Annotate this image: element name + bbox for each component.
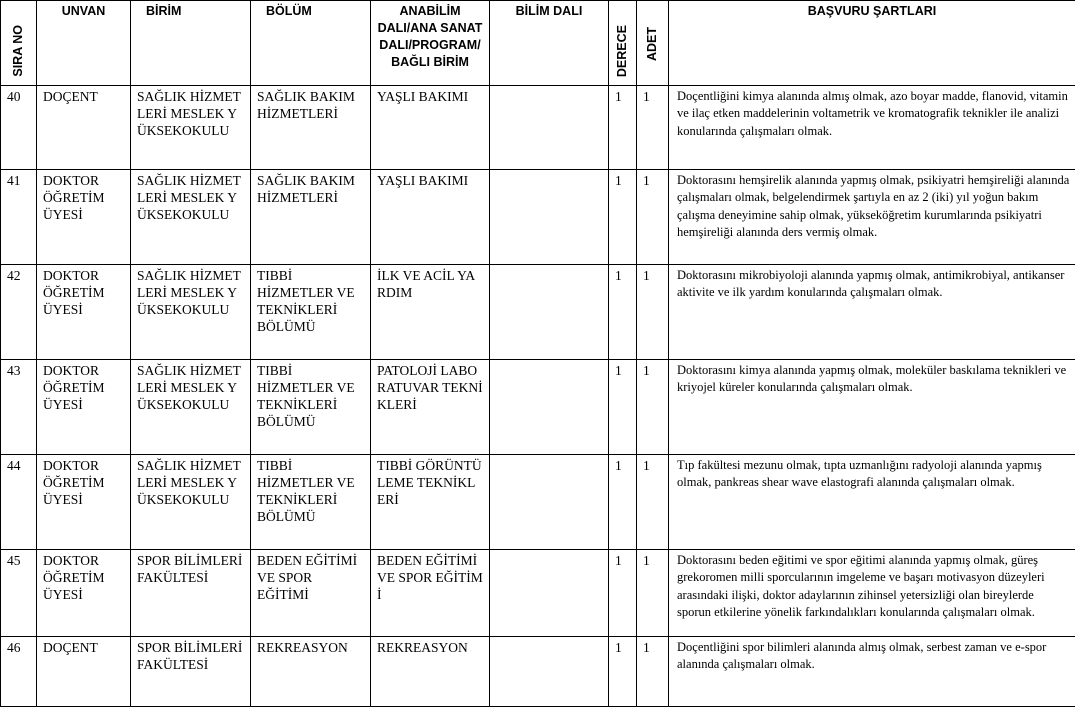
cell-bolum: TIBBİ HİZMETLER VE TEKNİKLERİ BÖLÜMÜ bbox=[251, 455, 371, 550]
header-sira-no: SIRA NO bbox=[1, 1, 37, 86]
cell-bilim-dali bbox=[490, 265, 609, 360]
cell-bolum: REKREASYON bbox=[251, 637, 371, 707]
cell-no: 44 bbox=[1, 455, 37, 550]
cell-bolum: SAĞLIK BAKIM HİZMETLERİ bbox=[251, 170, 371, 265]
cell-derece: 1 bbox=[609, 360, 637, 455]
cell-no: 45 bbox=[1, 550, 37, 637]
cell-adet: 1 bbox=[637, 455, 669, 550]
header-bolum: BÖLÜM bbox=[251, 1, 371, 86]
cell-adet: 1 bbox=[637, 170, 669, 265]
cell-unvan: DOKTOR ÖĞRETİM ÜYESİ bbox=[37, 265, 131, 360]
header-basvuru-sartlari: BAŞVURU ŞARTLARI bbox=[669, 1, 1075, 86]
cell-anabilim: REKREASYON bbox=[371, 637, 490, 707]
cell-basvuru-sartlari: Doçentliğini kimya alanında almış olmak, azo boyar madde, flanovid, vitamin ve ilaç etken maddelerinin voltametrik ve kromatografik teknikler ile analizi konularında çalışmaları olmak. bbox=[669, 86, 1075, 170]
cell-basvuru-sartlari: Doktorasını kimya alanında yapmış olmak, moleküler baskılama teknikleri ve kriyojel küreler konularında çalışmaları olmak. bbox=[669, 360, 1075, 455]
cell-unvan: DOÇENT bbox=[37, 86, 131, 170]
cell-birim: SPOR BİLİMLERİ FAKÜLTESİ bbox=[131, 550, 251, 637]
cell-no: 42 bbox=[1, 265, 37, 360]
cell-birim: SAĞLIK HİZMETLERİ MESLEK YÜKSEKOKULU bbox=[131, 360, 251, 455]
cell-derece: 1 bbox=[609, 170, 637, 265]
cell-basvuru-sartlari: Doktorasını beden eğitimi ve spor eğitimi alanında yapmış olmak, güreş grekoromen milli sporcularının imgeleme ve başarı motivasyon düzeyleri arasındaki ilişki, doktor adaylarının zihinsel yetersizliği olan bireylerde sporun etkilerine yönelik farkındalıkları konularında çalışmaları olmak. bbox=[669, 550, 1075, 637]
cell-anabilim: YAŞLI BAKIMI bbox=[371, 86, 490, 170]
cell-no: 46 bbox=[1, 637, 37, 707]
cell-bolum: BEDEN EĞİTİMİ VE SPOR EĞİTİMİ bbox=[251, 550, 371, 637]
cell-unvan: DOKTOR ÖĞRETİM ÜYESİ bbox=[37, 455, 131, 550]
cell-adet: 1 bbox=[637, 265, 669, 360]
header-adet: ADET bbox=[637, 1, 669, 86]
cell-adet: 1 bbox=[637, 637, 669, 707]
cell-anabilim: İLK VE ACİL YARDIM bbox=[371, 265, 490, 360]
cell-unvan: DOKTOR ÖĞRETİM ÜYESİ bbox=[37, 550, 131, 637]
cell-basvuru-sartlari: Doktorasını hemşirelik alanında yapmış olmak, psikiyatri hemşireliği alanında çalışmaları olmak, belgelendirmek şartıyla en az 2 (iki) yıl yoğun bakım çalışma deneyimine sahip olmak, yükseköğretim kurumlarında psikiyatri hemşireliği alanında ders vermiş olmak. bbox=[669, 170, 1075, 265]
cell-birim: SAĞLIK HİZMETLERİ MESLEK YÜKSEKOKULU bbox=[131, 86, 251, 170]
header-bilim-dali: BİLİM DALI bbox=[490, 1, 609, 86]
cell-anabilim: YAŞLI BAKIMI bbox=[371, 170, 490, 265]
cell-anabilim: PATOLOJİ LABORATUVAR TEKNİKLERİ bbox=[371, 360, 490, 455]
cell-no: 43 bbox=[1, 360, 37, 455]
cell-bolum: SAĞLIK BAKIM HİZMETLERİ bbox=[251, 86, 371, 170]
cell-derece: 1 bbox=[609, 550, 637, 637]
header-unvan: UNVAN bbox=[37, 1, 131, 86]
cell-basvuru-sartlari: Tıp fakültesi mezunu olmak, tıpta uzmanlığını radyoloji alanında yapmış olmak, pankreas shear wave elastografi alanında çalışmaları olmak. bbox=[669, 455, 1075, 550]
header-row bbox=[1, 1, 1075, 86]
header-anabilim: ANABİLİM DALI/ANA SANAT DALI/PROGRAM/ BAĞLI BİRİM bbox=[371, 1, 490, 86]
cell-birim: SAĞLIK HİZMETLERİ MESLEK YÜKSEKOKULU bbox=[131, 455, 251, 550]
cell-birim: SAĞLIK HİZMETLERİ MESLEK YÜKSEKOKULU bbox=[131, 265, 251, 360]
cell-unvan: DOKTOR ÖĞRETİM ÜYESİ bbox=[37, 170, 131, 265]
cell-birim: SAĞLIK HİZMETLERİ MESLEK YÜKSEKOKULU bbox=[131, 170, 251, 265]
cell-unvan: DOÇENT bbox=[37, 637, 131, 707]
header-derece: DERECE bbox=[609, 1, 637, 86]
header-birim: BİRİM bbox=[131, 1, 251, 86]
table-row bbox=[1, 170, 1075, 265]
cell-bilim-dali bbox=[490, 360, 609, 455]
cell-anabilim: BEDEN EĞİTİMİ VE SPOR EĞİTİMİ bbox=[371, 550, 490, 637]
cell-bilim-dali bbox=[490, 637, 609, 707]
cell-basvuru-sartlari: Doçentliğini spor bilimleri alanında almış olmak, serbest zaman ve e-spor alanında çalışmaları olmak. bbox=[669, 637, 1075, 707]
cell-adet: 1 bbox=[637, 86, 669, 170]
table-row bbox=[1, 265, 1075, 360]
cell-derece: 1 bbox=[609, 265, 637, 360]
cell-bolum: TIBBİ HİZMETLER VE TEKNİKLERİ BÖLÜMÜ bbox=[251, 265, 371, 360]
table-row bbox=[1, 637, 1075, 707]
cell-unvan: DOKTOR ÖĞRETİM ÜYESİ bbox=[37, 360, 131, 455]
cell-bilim-dali bbox=[490, 550, 609, 637]
cell-bilim-dali bbox=[490, 170, 609, 265]
cell-adet: 1 bbox=[637, 550, 669, 637]
cell-bilim-dali bbox=[490, 86, 609, 170]
cell-basvuru-sartlari: Doktorasını mikrobiyoloji alanında yapmış olmak, antimikrobiyal, antikanser aktivite ve ilk yardım konularında çalışmaları olmak. bbox=[669, 265, 1075, 360]
cell-derece: 1 bbox=[609, 455, 637, 550]
cell-anabilim: TIBBİ GÖRÜNTÜLEME TEKNİKLERİ bbox=[371, 455, 490, 550]
cell-adet: 1 bbox=[637, 360, 669, 455]
table-row bbox=[1, 360, 1075, 455]
cell-bolum: TIBBİ HİZMETLER VE TEKNİKLERİ BÖLÜMÜ bbox=[251, 360, 371, 455]
table-row bbox=[1, 550, 1075, 637]
cell-no: 41 bbox=[1, 170, 37, 265]
cell-derece: 1 bbox=[609, 86, 637, 170]
cell-derece: 1 bbox=[609, 637, 637, 707]
table-row bbox=[1, 86, 1075, 170]
cell-bilim-dali bbox=[490, 455, 609, 550]
cell-no: 40 bbox=[1, 86, 37, 170]
cell-birim: SPOR BİLİMLERİ FAKÜLTESİ bbox=[131, 637, 251, 707]
table-row bbox=[1, 455, 1075, 550]
